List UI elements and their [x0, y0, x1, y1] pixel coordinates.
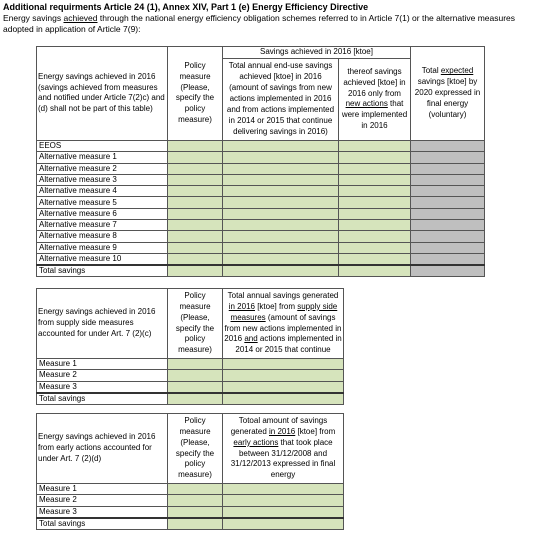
input-cell[interactable] [223, 140, 339, 151]
input-cell[interactable] [168, 359, 223, 370]
total-savings-label: Total savings [37, 265, 168, 277]
input-cell[interactable] [339, 174, 411, 185]
input-cell[interactable] [168, 242, 223, 253]
input-cell[interactable] [223, 219, 339, 230]
col-header-total-early: Totoal amount of savings generated in 2016 [ktoe] from early actions that took place between 31/12/2008 and 31/12/2013 expressed in final energy [223, 414, 344, 484]
row-label: EEOS [37, 140, 168, 151]
disabled-cell [411, 197, 485, 208]
savings-table-early-actions [36, 413, 344, 530]
input-cell[interactable] [168, 484, 223, 495]
input-cell[interactable] [339, 231, 411, 242]
table-row [37, 359, 344, 370]
input-cell[interactable] [223, 381, 344, 393]
table-row [37, 242, 485, 253]
savings-table-eeos [36, 46, 485, 277]
intro-before: Energy savings [3, 13, 64, 23]
table-row [37, 495, 344, 506]
input-cell[interactable] [223, 370, 344, 381]
input-cell[interactable] [168, 140, 223, 151]
total-savings-label: Total savings [37, 518, 168, 530]
disabled-cell [411, 219, 485, 230]
col-header-total-annual-supply: Total annual savings generated in 2016 [ktoe] from supply side measures (amount of savings from new actions implemented in 2016 and actions implemented in 2014 or 2015 that continue [223, 289, 344, 359]
input-cell[interactable] [223, 242, 339, 253]
input-cell[interactable] [168, 231, 223, 242]
input-cell[interactable] [223, 186, 339, 197]
col-header-thereof-new: thereof savings achieved [ktoe] in 2016 only from new actions that were implemented in 2016 [339, 58, 411, 140]
table-row [37, 219, 485, 230]
row-label: Measure 2 [37, 370, 168, 381]
row-label: Alternative measure 3 [37, 174, 168, 185]
input-cell[interactable] [168, 518, 223, 530]
table-row [37, 370, 344, 381]
row-label: Alternative measure 9 [37, 242, 168, 253]
col-header-policy-measure: Policy measure (Please, specify the policy measure) [168, 414, 223, 484]
intro-after: through the national energy efficiency obligation schemes referred to in Article 7(1) or the alternative measures adopted in application of Article 7(9): [3, 13, 516, 34]
input-cell[interactable] [339, 186, 411, 197]
col-header-energy-savings: Energy savings achieved in 2016 (savings achieved from measures and notified under Article 7(2)c) and (d) shall not be part of this table) [37, 47, 168, 141]
input-cell[interactable] [168, 381, 223, 393]
table-row [37, 186, 485, 197]
table-row [37, 231, 485, 242]
input-cell[interactable] [168, 495, 223, 506]
disabled-cell [411, 253, 485, 265]
input-cell[interactable] [168, 219, 223, 230]
row-label: Alternative measure 4 [37, 186, 168, 197]
col-header-supply-side: Energy savings achieved in 2016 from supply side measures accounted for under Art. 7 (2)(c) [37, 289, 168, 359]
input-cell[interactable] [168, 163, 223, 174]
intro-text [3, 13, 548, 35]
disabled-cell [411, 140, 485, 151]
input-cell[interactable] [223, 506, 344, 518]
row-label: Measure 3 [37, 381, 168, 393]
input-cell[interactable] [168, 186, 223, 197]
input-cell[interactable] [168, 253, 223, 265]
input-cell[interactable] [223, 163, 339, 174]
input-cell[interactable] [223, 495, 344, 506]
row-label: Alternative measure 10 [37, 253, 168, 265]
group-header-savings-2016: Savings achieved in 2016 [ktoe] [223, 47, 411, 59]
disabled-cell [411, 231, 485, 242]
table-row [37, 484, 344, 495]
disabled-cell [411, 186, 485, 197]
input-cell[interactable] [339, 152, 411, 163]
input-cell[interactable] [223, 393, 344, 405]
input-cell[interactable] [223, 518, 344, 530]
input-cell[interactable] [223, 174, 339, 185]
row-label: Alternative measure 7 [37, 219, 168, 230]
row-label: Measure 3 [37, 506, 168, 518]
row-label: Alternative measure 1 [37, 152, 168, 163]
col-header-policy-measure: Policy measure (Please, specify the policy measure) [168, 289, 223, 359]
disabled-cell [411, 152, 485, 163]
input-cell[interactable] [168, 152, 223, 163]
disabled-cell [411, 208, 485, 219]
col-header-early-actions: Energy savings achieved in 2016 from early actions accounted for under Art. 7 (2)(d) [37, 414, 168, 484]
input-cell[interactable] [339, 208, 411, 219]
input-cell[interactable] [339, 242, 411, 253]
input-cell[interactable] [223, 197, 339, 208]
table-row [37, 163, 485, 174]
table-row [37, 506, 344, 518]
input-cell[interactable] [168, 174, 223, 185]
row-label: Measure 1 [37, 359, 168, 370]
row-label: Measure 2 [37, 495, 168, 506]
row-label: Alternative measure 6 [37, 208, 168, 219]
disabled-cell [411, 242, 485, 253]
table-row [37, 208, 485, 219]
input-cell[interactable] [223, 152, 339, 163]
input-cell[interactable] [339, 219, 411, 230]
input-cell[interactable] [168, 393, 223, 405]
input-cell[interactable] [223, 253, 339, 265]
input-cell[interactable] [223, 359, 344, 370]
input-cell[interactable] [168, 370, 223, 381]
col-header-expected-savings: Total expected savings [ktoe] by 2020 expressed in final energy (voluntary) [411, 47, 485, 141]
table-row [37, 140, 485, 151]
input-cell[interactable] [339, 163, 411, 174]
disabled-cell [411, 265, 485, 277]
input-cell[interactable] [223, 265, 339, 277]
table-row [37, 152, 485, 163]
input-cell[interactable] [339, 253, 411, 265]
row-label: Alternative measure 2 [37, 163, 168, 174]
row-label: Alternative measure 5 [37, 197, 168, 208]
savings-table-supply-side [36, 288, 344, 405]
disabled-cell [411, 163, 485, 174]
input-cell[interactable] [223, 208, 339, 219]
page-title: Additional requirments Article 24 (1), Annex XIV, Part 1 (e) Energy Efficiency Directive [3, 2, 369, 12]
input-cell[interactable] [339, 265, 411, 277]
input-cell[interactable] [223, 484, 344, 495]
intro-underlined: achieved [63, 13, 98, 23]
col-header-policy-measure: Policy measure (Please, specify the policy measure) [168, 47, 223, 141]
row-label: Measure 1 [37, 484, 168, 495]
input-cell[interactable] [168, 265, 223, 277]
table-row [37, 197, 485, 208]
input-cell[interactable] [168, 197, 223, 208]
input-cell[interactable] [339, 140, 411, 151]
row-label: Alternative measure 8 [37, 231, 168, 242]
total-savings-label: Total savings [37, 393, 168, 405]
input-cell[interactable] [168, 506, 223, 518]
col-header-total-annual: Total annual end-use savings achieved [ktoe] in 2016 (amount of savings from new actions implemented in 2016 and from actions implemented in 2014 or 2015 that continue delivering savings in 2016) [223, 58, 339, 140]
disabled-cell [411, 174, 485, 185]
table-row [37, 174, 485, 185]
table-row [37, 253, 485, 265]
input-cell[interactable] [168, 208, 223, 219]
input-cell[interactable] [223, 231, 339, 242]
input-cell[interactable] [339, 197, 411, 208]
table-row [37, 381, 344, 393]
